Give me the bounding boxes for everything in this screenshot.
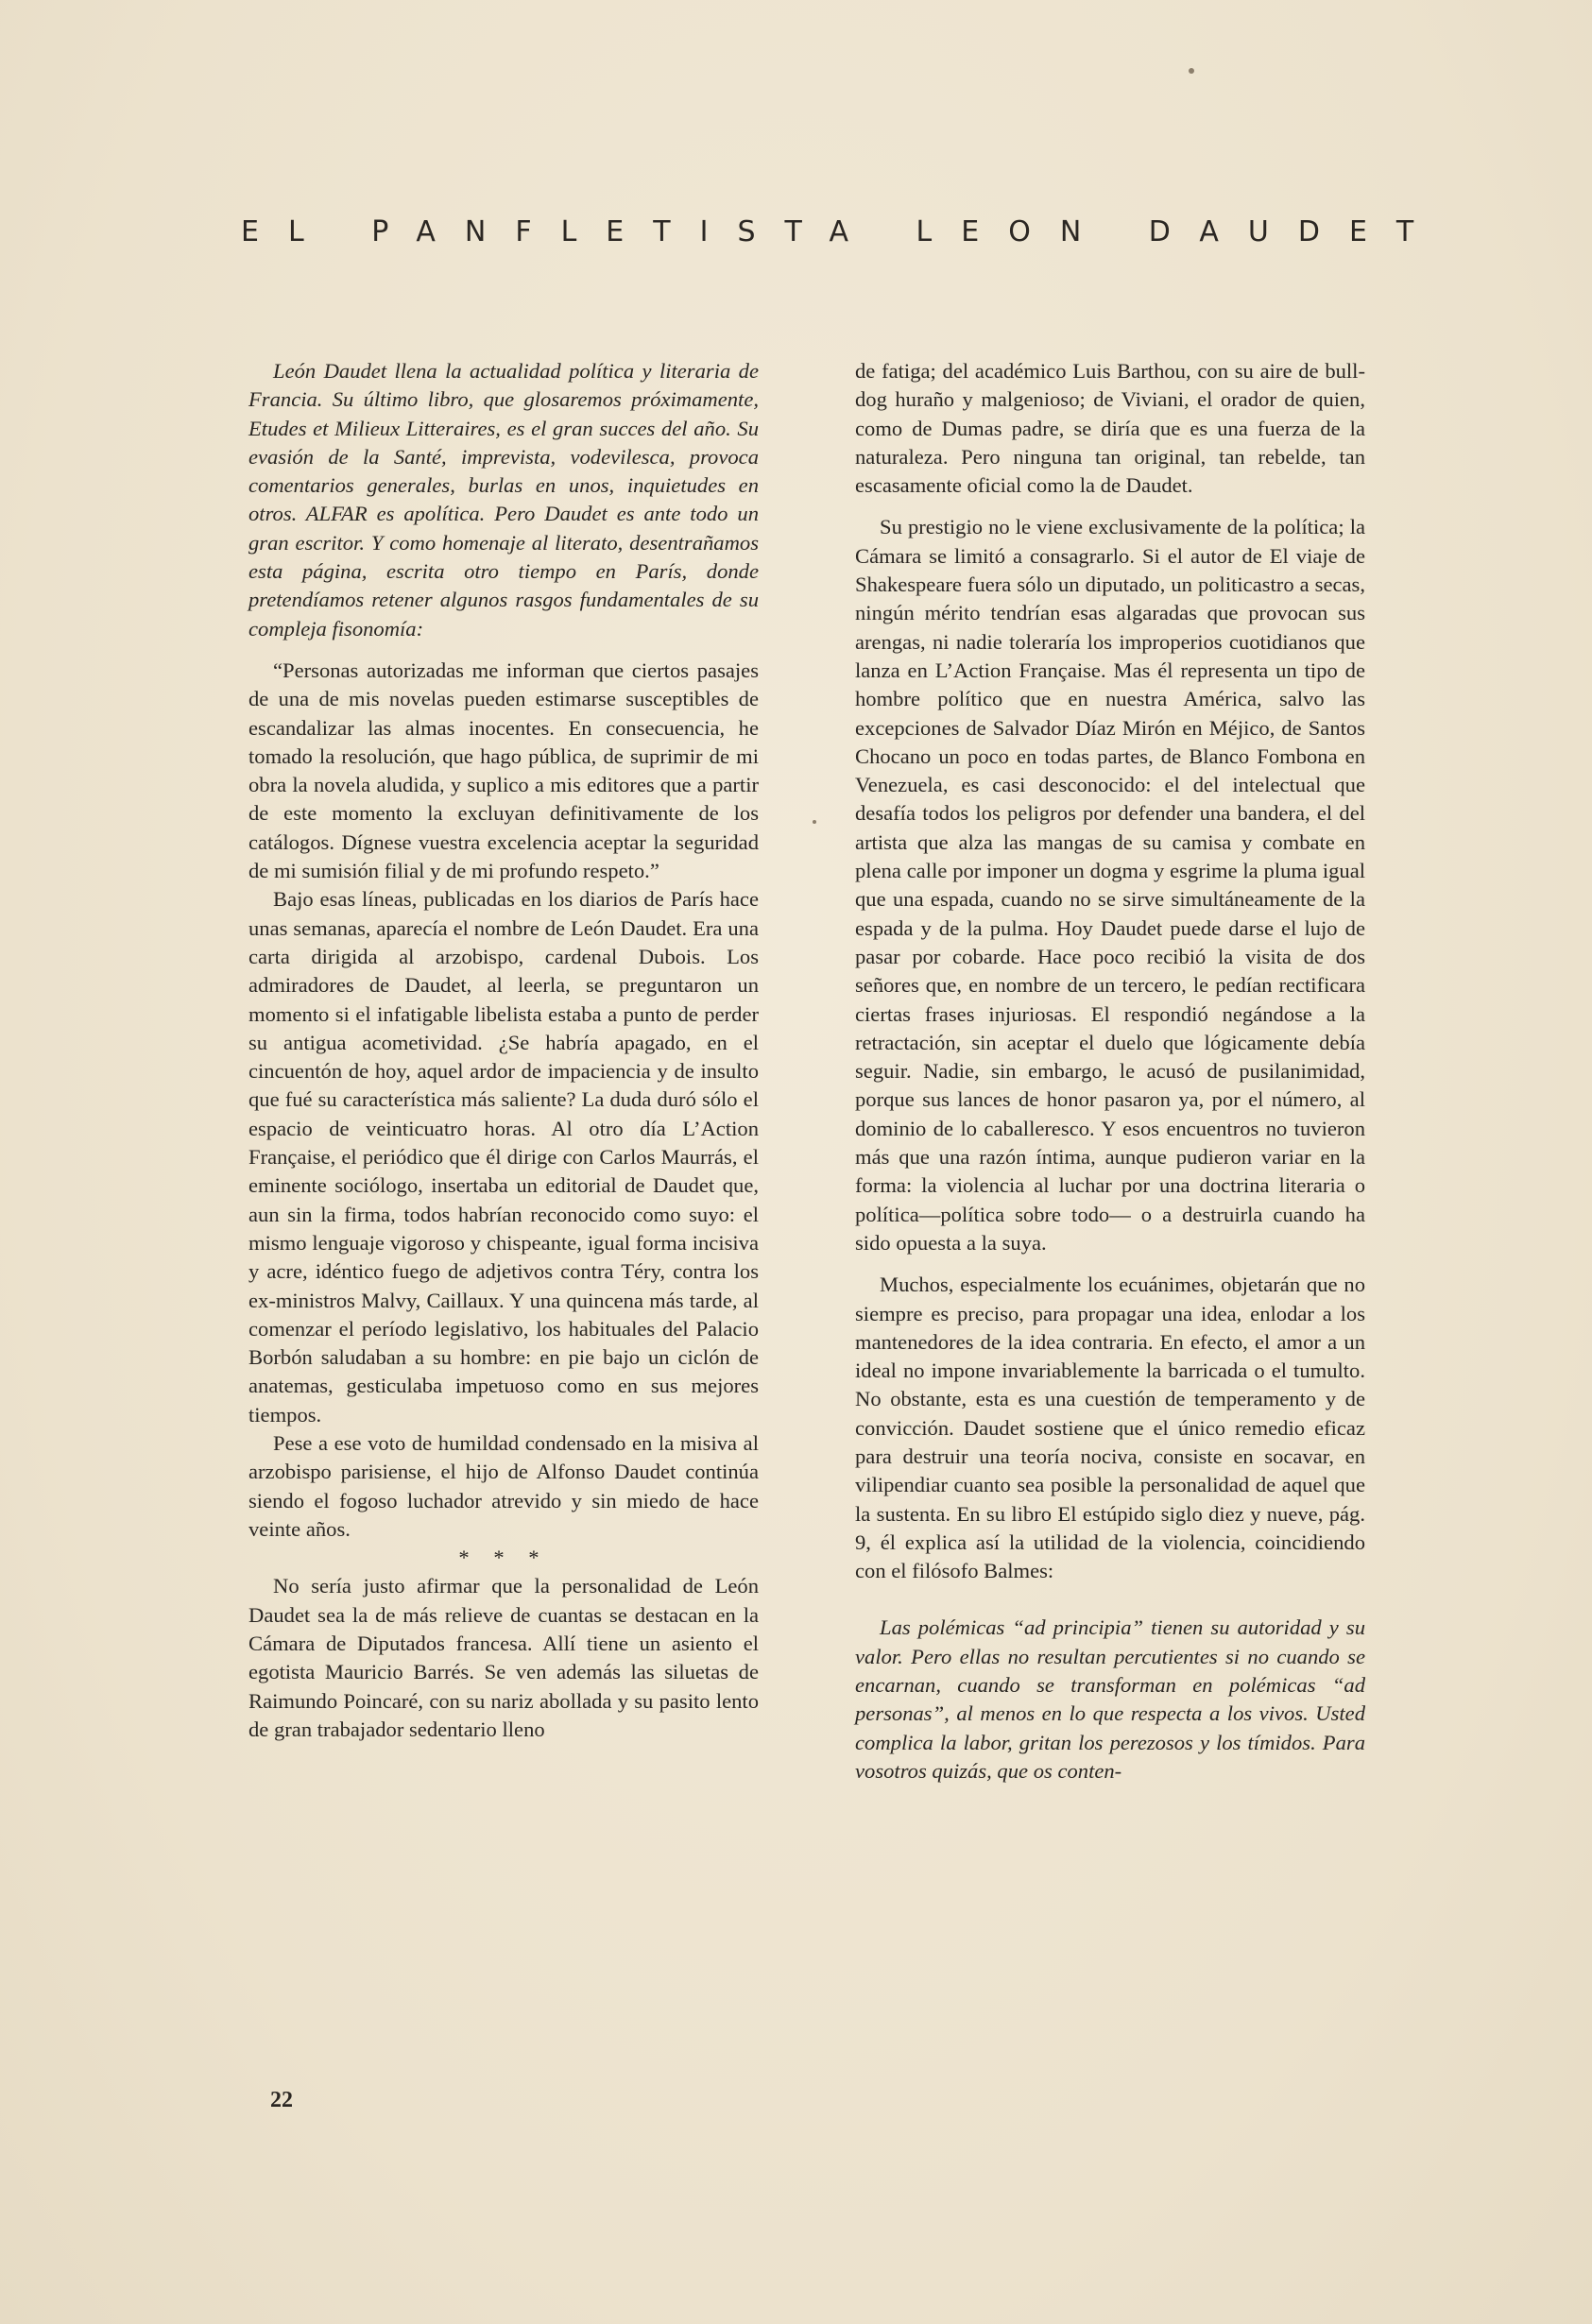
intro-paragraph: León Daudet llena la actualidad política y literaria de Francia. Su último libro, que glosaremos próximamente, Etudes et Milieux Litteraires, es el gran succes del año. Su evasión de la Santé, imprevista, vodevilesca, provoca comentarios generales, burlas en unos, inquietudes en otros. ALFAR es apolítica. Pero Daudet es ante todo un gran escritor. Y como homenaje al literato, desentrañamos esta página, escrita otro tiempo en París, donde pretendíamos retener algunos rasgos fundamentales de su compleja fisonomía: — [248, 359, 759, 641]
section-separator: * * * — [458, 1546, 549, 1570]
right-column — [855, 357, 1365, 1786]
letter-quote-paragraph: “Personas autorizadas me informan que ciertos pasajes de una de mis novelas pueden estimarse susceptibles de escandalizar las almas inocentes. En consecuencia, he tomado la resolución, que hago pública, de suprimir de mi obra la novela aludida, y suplico a mis editores que a partir de este momento la excluyan definitivamente de los catálogos. Dígnese vuestra excelencia aceptar la seguridad de mi sumisión filial y de mi profundo respeto.” — [248, 658, 759, 883]
article-title: EL PANFLETISTA LEON DAUDET — [241, 215, 1444, 248]
paper-speck — [813, 820, 816, 824]
body-paragraph: de fatiga; del académico Luis Barthou, con su aire de bull-dog huraño y malgenioso; de Viviani, el orador de quien, como de Dumas padre, se diría que es una fuerza de la naturaleza. Pero ninguna tan original, tan rebelde, tan escasamente oficial como la de Daudet. — [855, 359, 1365, 498]
body-paragraph: Pese a ese voto de humildad condensado en la misiva al arzobispo parisiense, el hijo de Alfonso Daudet continúa siendo el fogoso luchador atrevido y sin miedo de hace veinte años. — [248, 1430, 759, 1541]
left-column — [248, 357, 759, 1744]
body-paragraph: Su prestigio no le viene exclusivamente de la política; la Cámara se limitó a consagrarlo. Si el autor de El viaje de Shakespeare fuera sólo un diputado, un politicastro a secas, ningún mérito tendrían esas algaradas que provocan sus arengas, ni nadie toleraría los improperios cuotidianos que lanza en L’Action Française. Mas él representa un tipo de hombre político que en nuestra América, salvo las excepciones de Salvador Díaz Mirón en Méjico, de Santos Chocano un poco en todas partes, de Blanco Fombona en Venezuela, es casi desconocido: el del intelectual que desafía todos los peligros por defender una bandera, el del artista que alza las mangas de su camisa y combate en plena calle por imponer un dogma y esgrime la pluma igual que una espada, cuando no se sirve simultáneamente de la espada y de la pulma. Hoy Daudet puede darse el lujo de pasar por cobarde. Hace poco recibió la visita de dos señores que, en nombre de un tercero, le pedían rectificara ciertas frases injuriosas. El respondió negándose a la retractación, sin aceptar el duelo que lógicamente debía seguir. Nadie, sin embargo, le acusó de pusilanimidad, porque sus lances de honor pasaron ya, por el número, al dominio de lo caballeresco. Y esos encuentros no tuvieron más que una razón íntima, aunque pudieron variar en la forma: la violencia al luchar por una doctrina literaria o política—política sobre todo— o a destruirla cuando ha sido opuesta a la suya. — [855, 515, 1365, 1255]
paper-speck — [1189, 68, 1194, 74]
body-paragraph: Bajo esas líneas, publicadas en los diarios de París hace unas semanas, aparecía el nombre de León Daudet. Era una carta dirigida al arzobispo, cardenal Dubois. Los admiradores de Daudet, al leerla, se preguntaron un momento si el infatigable libelista estaba a punto de perder su antigua acometividad. ¿Se habría apagado, en el cincuentón de hoy, aquel ardor de impaciencia y de insulto que fué su característica más saliente? La duda duró sólo el espacio de veinticuatro horas. Al otro día L’Action Française, el periódico que él dirige con Carlos Maurrás, el eminente sociólogo, insertaba un editorial de Daudet que, aun sin la firma, todos habrían reconocido como suyo: el mismo lenguaje vigoroso y chispeante, igual forma incisiva y acre, idéntico fuego de adjetivos contra Téry, contra los ex-ministros Malvy, Caillaux. Y una quincena más tarde, al comenzar el período legislativo, los habituales del Palacio Borbón saludaban a su hombre: en pie bajo un ciclón de anatemas, gesticulaba impetuoso como en sus mejores tiempos. — [248, 887, 759, 1427]
body-paragraph: Muchos, especialmente los ecuánimes, objetarán que no siempre es preciso, para propagar una idea, enlodar a los mantenedores de la idea contraria. En efecto, el amor a un ideal no impone invariablemente la barricada o el tumulto. No obstante, esta es una cuestión de temperamento y de convicción. Daudet sostiene que el único remedio eficaz para destruir una teoría nociva, consiste en socavar, en vilipendiar cuanto sea posible la personalidad de aquel que la sustenta. En su libro El estúpido siglo diez y nueve, pág. 9, él explica así la utilidad de la violencia, coincidiendo con el filósofo Balmes: — [855, 1273, 1365, 1583]
page-number: 22 — [270, 2088, 293, 2112]
body-paragraph: No sería justo afirmar que la personalidad de León Daudet sea la de más relieve de cuantas se destacan en la Cámara de Diputados francesa. Allí tiene un asiento el egotista Mauricio Barrés. Se ven además las siluetas de Raimundo Poincaré, con su nariz abollada y su pasito lento de gran trabajador sedentario lleno — [248, 1574, 759, 1741]
quoted-passage: Las polémicas “ad principia” tienen su autoridad y su valor. Pero ellas no resultan percutientes si no cuando se encarnan, cuando se transforman en polémicas “ad personas”, al menos en lo que respecta a los vivos. Usted complica la labor, gritan los perezosos y los tímidos. Para vosotros quizás, que os conten- — [855, 1615, 1365, 1783]
